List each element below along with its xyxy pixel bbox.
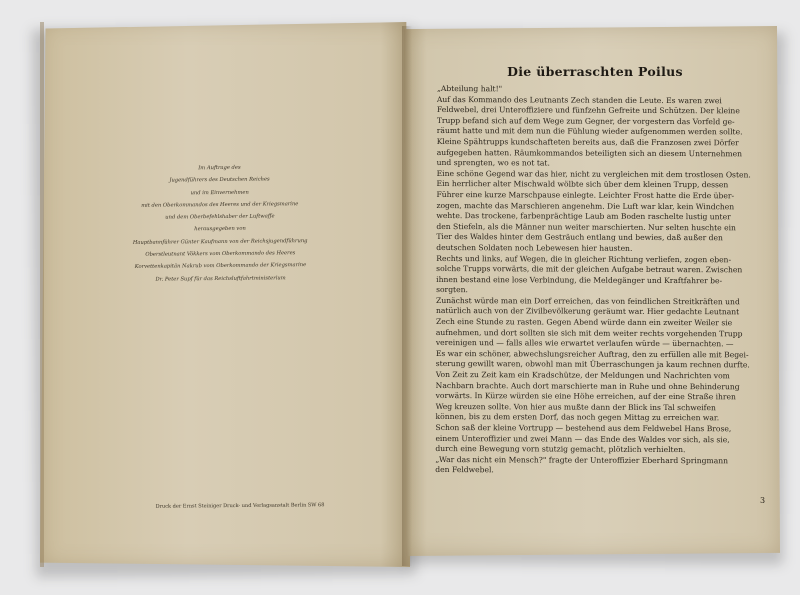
story-line: wehte. Das trockene, farbenprächtige Laub am Boden raschelte lustig unter (436, 211, 731, 222)
story-line: zogen, machte das Marschieren angenehm. Die Luft war klar, kein Windchen (436, 200, 735, 211)
story-line: deutschen Soldaten noch Lebewesen hier hausten. (436, 242, 633, 253)
story-line: Feldwebel, drei Unteroffiziere und fünfzehn Gefreite und Schützen. Der kleine (436, 105, 740, 116)
book-gutter (402, 26, 412, 566)
story-line: Ein herrlicher alter Mischwald wölbte sich über dem kleinen Trupp, dessen (436, 179, 729, 190)
story-line: Zech eine Stunde zu rasten. Gegen Abend würde dann ein zweiter Weiler sie (435, 317, 733, 328)
story-line: Es war ein schöner, abwechslungsreicher Auftrag, den zu erfüllen alle mit Begei- (435, 348, 749, 360)
story-line: Trupp befand sich auf dem Wege zum Gegner, der vorgestern das Vorfeld ge- (436, 115, 735, 127)
page-number: 3 (760, 496, 766, 505)
story-line: den Feldwebel. (435, 465, 494, 475)
credit-line: mit den Oberkommandos des Heeres und der Kriegsmarine (141, 201, 299, 209)
story-line: vorwärts. In Kürze würden sie eine Höhe erreichen, auf der eine Straße ihren (435, 391, 736, 402)
story-line: aufnehmen, und dort sollten sie sich mit dem weiter rechts vorgehenden Trupp (435, 327, 743, 338)
story-line: Eine schöne Gegend war das hier, nicht zu vergleichen mit dem trostlosen Osten. (436, 168, 751, 180)
story-line: durch eine Bewegung vorn stutzig gemacht, plötzlich verhielten. (435, 444, 686, 455)
story-line: Auf das Kommando des Leutnants Zech standen die Leute. Es waren zwei (436, 94, 722, 105)
story-line: räumt hatte und mit dem nun die Fühlung wieder aufgenommen werden sollte. (436, 126, 743, 137)
story-line: einem Unteroffizier und zwei Mann — das Ende des Waldes vor sich, als sie, (435, 433, 730, 444)
publisher-credits (95, 161, 344, 287)
story-line: Führer eine kurze Marschpause einlegte. Leichter Frost hatte die Erde über- (436, 189, 735, 201)
printer-imprint: Druck der Ernst Steiniger Druck- und Verlagsanstalt Berlin SW 68 (155, 502, 325, 510)
story-body (435, 84, 767, 477)
left-page-edge (40, 22, 44, 567)
story-line: sorgten. (436, 285, 468, 295)
credit-line: und im Einvernehmen (190, 189, 249, 196)
credit-line: Hauptbannführer Günter Kaufmann von der Reichsjugendführung (132, 237, 308, 246)
story-line: Weg kreuzen sollte. Von hier aus mußte dann der Blick ins Tal schweifen (435, 401, 716, 413)
story-line: solche Trupps vorwärts, die mit der gleichen Aufgabe betraut waren. Zwischen (436, 264, 743, 275)
credit-line: herausgegeben von (194, 226, 246, 233)
story-line: und sprengten, wo es not tat. (436, 158, 550, 168)
story-line: den Stiefeln, als die Männer nun weiter marschierten. Nur selten huschte ein (436, 221, 736, 233)
credit-line: Im Auftrage des (198, 164, 241, 172)
story-line: Schon saß der kleine Vortrupp — bestehend aus dem Feldwebel Hans Brose, (435, 422, 732, 434)
story-line: Nachbarn brachte. Auch dort marschierte man in Ruhe und ohne Behinderung (435, 380, 740, 391)
story-line: Zunächst würde man ein Dorf erreichen, das von feindlichen Streitkräften und (436, 295, 740, 307)
story-line: natürlich auch von der Zivilbevölkerung geräumt war. Hier gedachte Leutnant (435, 306, 740, 317)
story-line: „War das nicht ein Mensch?" fragte der Unteroffizier Eberhard Springmann (435, 454, 729, 466)
story-line: Von Zeit zu Zeit kam ein Kradschütze, der Meldungen und Nachrichten vom (435, 370, 730, 381)
story-line: sterung gewillt waren, obwohl man mit Überraschungen ja kaum rechnen durfte. (435, 359, 750, 370)
story-line: können, bis zu dem ersten Dorf, das noch gegen Mittag zu erreichen war. (435, 412, 720, 423)
credit-line: Korvettenkapitän Nakrub vom Oberkommando der Kriegsmarine (134, 262, 307, 271)
story-line: „Abteilung halt!" (436, 84, 503, 94)
left-page (40, 22, 410, 567)
story-line: vereinigen und — falls alles wie erwartet verlaufen würde — übernachten. — (435, 338, 734, 349)
story-line: aufgegeben hatten. Räumkommandos beteiligten sich an diesem Unternehmen (436, 147, 743, 158)
credit-line: Oberstleutnant Vökkers vom Oberkommando des Heeres (145, 250, 296, 258)
story-line: Rechts und links, auf Wegen, die in gleicher Richtung verliefen, zogen eben- (436, 253, 732, 264)
story-title: Die überraschten Poilus (507, 64, 683, 79)
credit-line: Dr. Peter Supf für das Reichsluftfahrtministerium (155, 274, 286, 283)
story-line: Tier des Waldes hinter dem Gesträuch entlang und bewies, daß außer den (436, 232, 723, 243)
credit-line: und dem Oberbefehlshaber der Luftwaffe (165, 213, 275, 221)
story-line: ihnen bestand eine lose Verbindung, die Meldegänger und Kraftfahrer be- (436, 274, 723, 285)
story-line: Kleine Spähtrupps kundschafteten bereits aus, daß die Franzosen zwei Dörfer (436, 136, 739, 148)
credit-line: Jugendführers des Deutschen Reiches (169, 176, 270, 184)
